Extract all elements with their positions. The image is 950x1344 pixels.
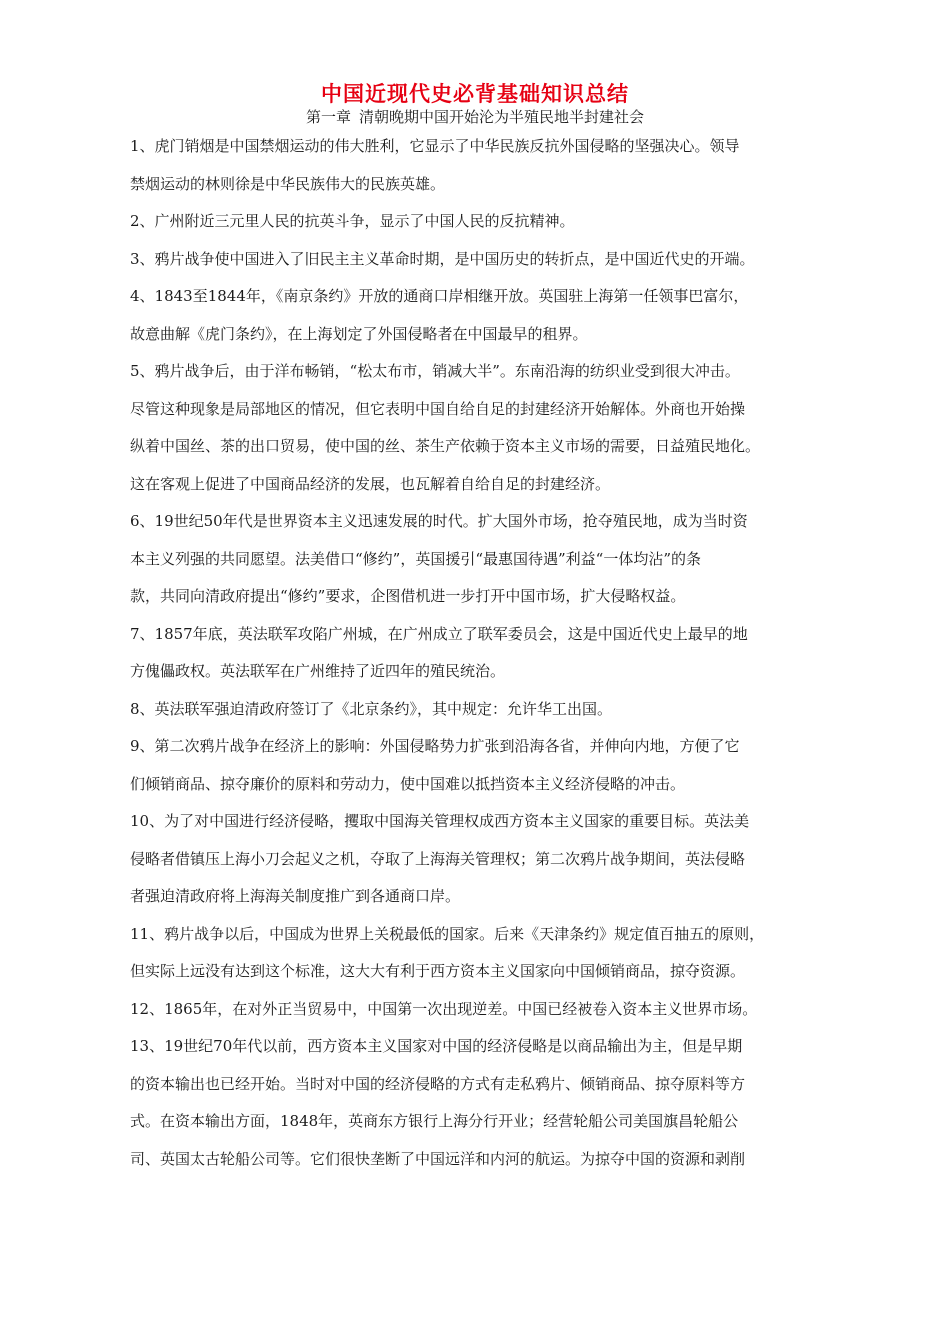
paragraph-line: 式。在资本输出方面，1848年，英商东方银行上海分行开业；经营轮船公司美国旗昌轮船公 <box>130 1112 739 1130</box>
paragraph-line: 但实际上远没有达到这个标准，这大大有利于西方资本主义国家向中国倾销商品，掠夺资源。 <box>130 962 746 980</box>
paragraph-line: 的资本输出也已经开始。当时对中国的经济侵略的方式有走私鸦片、倾销商品、掠夺原料等方 <box>130 1074 746 1093</box>
numbered-paragraph <box>130 128 822 203</box>
paragraph-line: 本主义列强的共同愿望。法美借口“修约”，英国援引“最惠国待遇”利益“一体均沾”的条 <box>130 549 702 568</box>
numbered-paragraph <box>130 1028 822 1178</box>
paragraph-line: 9、第二次鸦片战争在经济上的影响：外国侵略势力扩张到沿海各省，并伸向内地，方便了它 <box>130 737 740 755</box>
numbered-paragraph <box>130 691 822 729</box>
paragraph-line: 8、英法联军强迫清政府签订了《北京条约》，其中规定：允许华工出国。 <box>130 699 613 718</box>
document-body <box>130 128 822 1178</box>
numbered-paragraph <box>130 503 822 616</box>
chapter-heading <box>0 106 950 127</box>
paragraph-line: 13、19世纪70年代以前，西方资本主义国家对中国的经济侵略是以商品输出为主，但是早期 <box>130 1037 743 1055</box>
paragraph-line: 方傀儡政权。英法联军在广州维持了近四年的殖民统治。 <box>130 662 506 680</box>
paragraph-line: 10、为了对中国进行经济侵略，攫取中国海关管理权成西方资本主义国家的重要目标。英法美 <box>130 812 750 830</box>
document-title: 中国近现代史必背基础知识总结 <box>321 81 629 106</box>
chapter-name: 清朝晚期中国开始沦为半殖民地半封建社会 <box>359 108 645 126</box>
numbered-paragraph <box>130 241 822 279</box>
chapter-number: 第一章 <box>305 108 351 126</box>
paragraph-line: 尽管这种现象是局部地区的情况，但它表明中国自给自足的封建经济开始解体。外商也开始操 <box>130 399 746 418</box>
paragraph-line: 款，共同向清政府提出“修约”要求，企图借机进一步打开中国市场，扩大侵略权益。 <box>130 587 686 605</box>
paragraph-line: 2、广州附近三元里人民的抗英斗争，显示了中国人民的反抗精神。 <box>130 212 575 230</box>
paragraph-line: 侵略者借镇压上海小刀会起义之机，夺取了上海海关管理权；第二次鸦片战争期间，英法侵略 <box>130 849 746 868</box>
paragraph-line: 者强迫清政府将上海海关制度推广到各通商口岸。 <box>130 887 461 905</box>
numbered-paragraph <box>130 991 822 1029</box>
paragraph-line: 1、虎门销烟是中国禁烟运动的伟大胜利，它显示了中华民族反抗外国侵略的坚强决心。领导 <box>130 137 740 155</box>
paragraph-line: 司、英国太古轮船公司等。它们很快垄断了中国远洋和内河的航运。为掠夺中国的资源和剥削 <box>130 1149 746 1168</box>
paragraph-line: 3、鸦片战争使中国进入了旧民主主义革命时期，是中国历史的转折点，是中国近代史的开端。 <box>130 249 755 268</box>
paragraph-line: 11、鸦片战争以后，中国成为世界上关税最低的国家。后来《天津条约》规定值百抽五的原则， <box>130 924 765 943</box>
numbered-paragraph <box>130 203 822 241</box>
paragraph-line: 4、1843至1844年，《南京条约》开放的通商口岸相继开放。英国驻上海第一任领事巴富尔， <box>130 287 749 305</box>
paragraph-line: 们倾销商品、掠夺廉价的原料和劳动力，使中国难以抵挡资本主义经济侵略的冲击。 <box>130 774 686 793</box>
paragraph-line: 禁烟运动的林则徐是中华民族伟大的民族英雄。 <box>130 174 446 193</box>
paragraph-line: 纵着中国丝、茶的出口贸易，使中国的丝、茶生产依赖于资本主义市场的需要，日益殖民地化。 <box>130 437 761 455</box>
paragraph-line: 6、19世纪50年代是世界资本主义迅速发展的时代。扩大国外市场，抢夺殖民地，成为当时资 <box>130 512 748 530</box>
numbered-paragraph <box>130 916 822 991</box>
paragraph-line: 这在客观上促进了中国商品经济的发展，也瓦解着自给自足的封建经济。 <box>130 474 611 493</box>
numbered-paragraph <box>130 728 822 803</box>
numbered-paragraph <box>130 353 822 503</box>
paragraph-line: 故意曲解《虎门条约》，在上海划定了外国侵略者在中国最早的租界。 <box>130 324 588 343</box>
numbered-paragraph <box>130 616 822 691</box>
numbered-paragraph <box>130 803 822 916</box>
numbered-paragraph <box>130 278 822 353</box>
paragraph-line: 7、1857年底，英法联军攻陷广州城，在广州成立了联军委员会，这是中国近代史上最早的地 <box>130 624 748 643</box>
paragraph-line: 12、1865年，在对外正当贸易中，中国第一次出现逆差。中国已经被卷入资本主义世界市场。 <box>130 999 758 1018</box>
paragraph-line: 5、鸦片战争后，由于洋布畅销，“松太布市，销减大半”。东南沿海的纺织业受到很大冲击。 <box>130 362 740 380</box>
